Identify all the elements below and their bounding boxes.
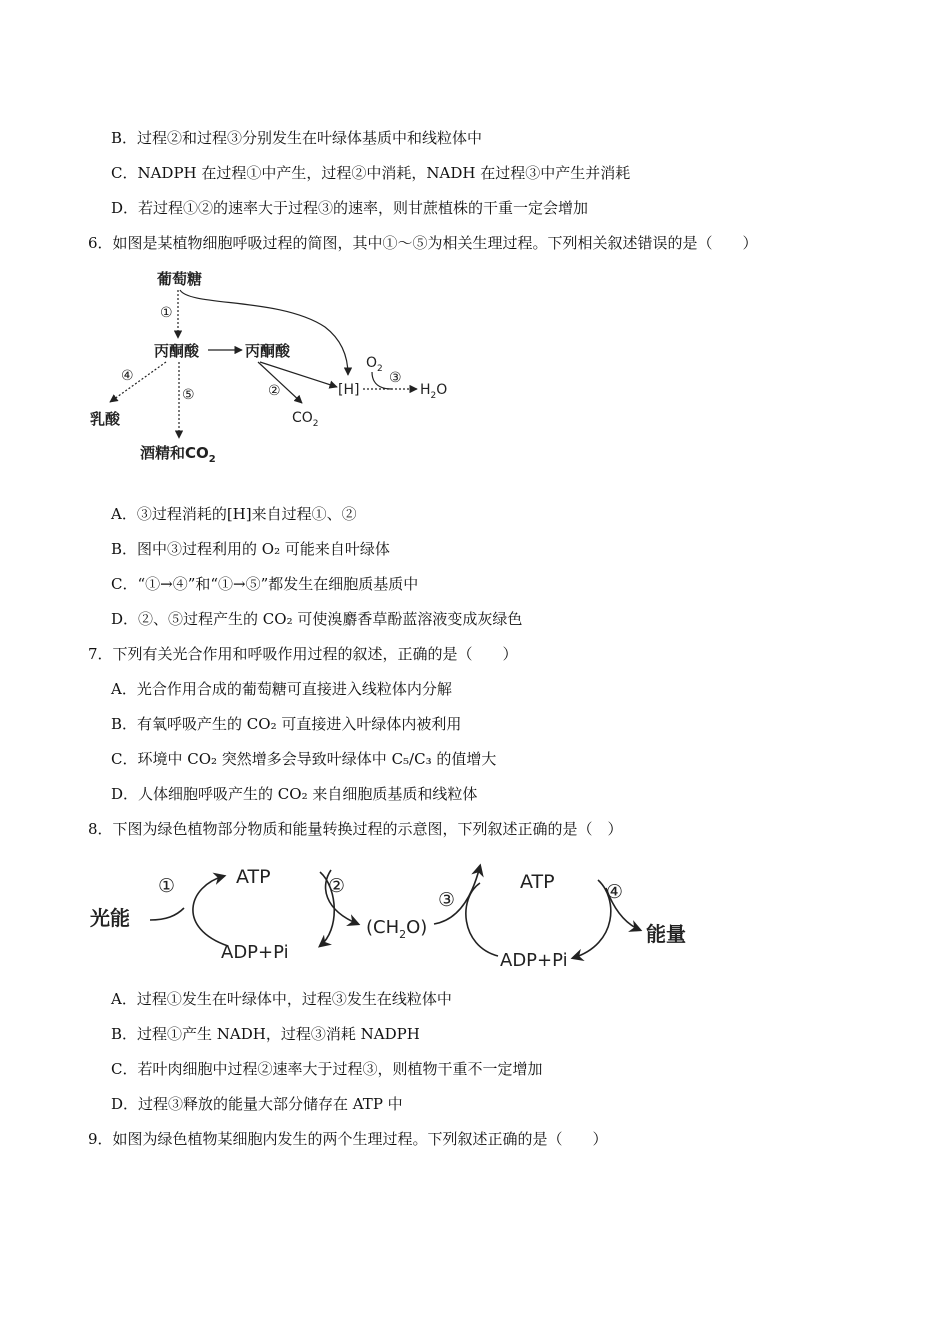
step-4-label: ④ xyxy=(606,881,624,903)
q8-option-d: D．过程③释放的能量大部分储存在 ATP 中 xyxy=(111,1095,403,1113)
glucose-to-h-arrow xyxy=(180,290,348,375)
q7-option-d: D．人体细胞呼吸产生的 CO₂ 来自细胞质基质和线粒体 xyxy=(111,785,478,803)
lactic-acid-label: 乳酸 xyxy=(90,410,121,428)
step-1-label: ① xyxy=(160,305,173,321)
h-label: [H] xyxy=(338,382,360,398)
q6-option-a: A．③过程消耗的[H]来自过程①、② xyxy=(111,505,357,523)
adp-label-1: ADP+Pi xyxy=(221,942,289,963)
step-4-label: ④ xyxy=(121,368,134,384)
q8-option-c: C．若叶肉细胞中过程②速率大于过程③，则植物干重不一定增加 xyxy=(111,1060,543,1078)
q7-stem: 7．下列有关光合作用和呼吸作用过程的叙述，正确的是（ ） xyxy=(88,645,518,663)
step-2-label: ② xyxy=(328,875,346,897)
q6-option-c: C．“①→④”和“①→⑤”都发生在细胞质基质中 xyxy=(111,575,419,593)
water-label: $H_2O$ xyxy=(420,382,448,401)
ch2o-label: $(CH_2O)$ xyxy=(366,917,428,941)
q8-option-b: B．过程①产生 NADH，过程③消耗 NADPH xyxy=(111,1025,420,1043)
step-3-label: ③ xyxy=(438,889,456,911)
q9-stem: 9．如图为绿色植物某细胞内发生的两个生理过程。下列叙述正确的是（ ） xyxy=(88,1130,608,1148)
q8-option-a: A．过程①发生在叶绿体中，过程③发生在线粒体中 xyxy=(111,990,452,1008)
q8-energy-diagram xyxy=(88,858,698,973)
o2-label: $O_2$ xyxy=(366,355,383,374)
q5-option-d: D．若过程①②的速率大于过程③的速率，则甘蔗植株的干重一定会增加 xyxy=(111,199,589,217)
glucose-label: 葡萄糖 xyxy=(157,270,203,288)
q6-respiration-diagram xyxy=(80,262,480,472)
adp-label-2: ADP+Pi xyxy=(500,950,568,971)
pyruvate-label-1: 丙酮酸 xyxy=(154,342,200,360)
q6-option-b: B．图中③过程利用的 O₂ 可能来自叶绿体 xyxy=(111,540,390,558)
q6-stem: 6．如图是某植物细胞呼吸过程的简图，其中①～⑤为相关生理过程。下列相关叙述错误的是（ ） xyxy=(88,234,758,252)
step-2-label: ② xyxy=(268,383,281,399)
q8-stem: 8．下图为绿色植物部分物质和能量转换过程的示意图，下列叙述正确的是（ ） xyxy=(88,820,623,838)
q6-option-d: D．②、⑤过程产生的 CO₂ 可使溴麝香草酚蓝溶液变成灰绿色 xyxy=(111,610,523,628)
step-1-label: ① xyxy=(158,875,176,897)
cycle-1-arc xyxy=(193,876,228,946)
cycle-2-left-arc xyxy=(466,883,498,956)
light-line xyxy=(150,908,184,920)
pyruvate-label-2: 丙酮酸 xyxy=(245,342,291,360)
q5-option-c: C．NADPH 在过程①中产生，过程②中消耗，NADH 在过程③中产生并消耗 xyxy=(111,164,631,182)
co2-label: $CO_2$ xyxy=(292,410,319,429)
light-energy-label: 光能 xyxy=(90,906,130,930)
energy-label: 能量 xyxy=(646,922,686,946)
q7-option-b: B．有氧呼吸产生的 CO₂ 可直接进入叶绿体内被利用 xyxy=(111,715,462,733)
step-3-label: ③ xyxy=(389,370,402,386)
alcohol-co2-label: 酒精和$CO_2$ xyxy=(140,444,216,465)
atp-label-2: ATP xyxy=(520,871,555,893)
pyruvate-to-lactic-arrow xyxy=(110,362,166,402)
q7-option-a: A．光合作用合成的葡萄糖可直接进入线粒体内分解 xyxy=(111,680,452,698)
atp-label-1: ATP xyxy=(236,866,271,888)
step-5-label: ⑤ xyxy=(182,387,195,403)
q7-option-c: C．环境中 CO₂ 突然增多会导致叶绿体中 C₅/C₃ 的值增大 xyxy=(111,750,497,768)
q5-option-b: B．过程②和过程③分别发生在叶绿体基质中和线粒体中 xyxy=(111,129,483,147)
